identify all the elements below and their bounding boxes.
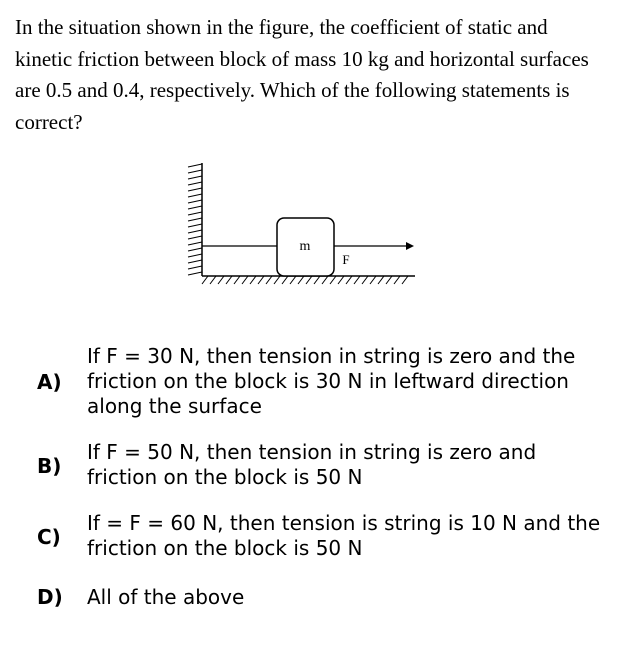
option-a-text: If F = 30 N, then tension in string is zero and the friction on the block is 30 N in leftward direction along the surface [87,344,576,418]
option-c-text: If = F = 60 N, then tension is string is 10 N and the friction on the block is 50 N [87,511,601,560]
option-c-letter: C) [37,525,61,549]
option-b-letter: B) [37,454,62,478]
option-b-text: If F = 50 N, then tension in string is zero and friction on the block is 50 N [87,440,537,489]
option-a-letter: A) [37,370,62,394]
force-label: F [342,252,350,267]
option-d-text: All of the above [87,585,245,609]
question-text: In the situation shown in the figure, the coefficient of static and kinetic friction between block of mass 10 kg and horizontal surfaces are 0.5 and 0.4, respectively. Which of the following statements is correct? [15,15,589,134]
block-label: m [299,239,311,254]
option-d-letter: D) [37,585,63,609]
